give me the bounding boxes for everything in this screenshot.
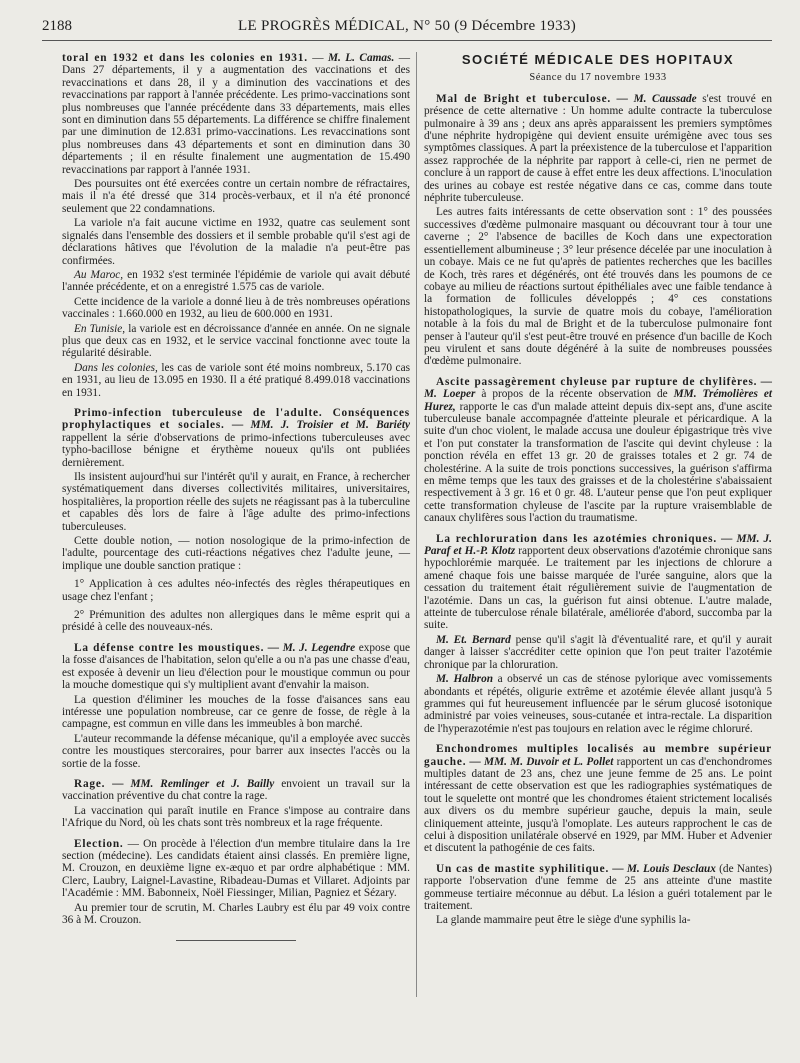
article-author: — MM. J. Paraf et H.-P. Klotz (424, 532, 772, 558)
paragraph: La variole n'a fait aucune victime en 1932, quatre cas seulement sont signalés dans l'ensemble des dossiers et il semble probable qu'il s'est agi de déclarations hâtives que l'évolution de la maladie n'a peut-être pas confirmées. (62, 217, 410, 267)
paragraph: Cette incidence de la variole a donné lieu à de très nombreuses opérations vaccinales : 1.660.000 en 1932, au lieu de 600.000 en 1931. (62, 295, 410, 321)
article-heading: Un cas de mastite syphilitique. (436, 862, 610, 875)
paragraph: Dans les colonies, les cas de variole sont été moins nombreux, 5.170 cas en 1931, au lieu de 13.095 en 1930. Il a été pratiqué 8.499.018 vaccinations en 1931. (62, 361, 410, 399)
paragraph: M. Et. Bernard pense qu'il s'agit là d'éventualité rare, et qu'il y aurait danger à laisser s'accréditer cette opinion que l'on peut traiter l'azotémie chronique par la chloruration. (424, 633, 773, 671)
paragraph: Des poursuites ont été exercées contre un certain nombre de réfractaires, mais il n'a été dressé que 314 procès-verbaux, et il n'a été prononcé seulement que 22 condamnations. (62, 178, 410, 215)
paragraph: — Dans 27 départements, il y a augmentation des vaccinations et des revaccinations et dans 28, il y a diminution des vaccinations et des revaccinations par rapport à l'année précédente. Les primo-vaccinations sont plus nombreuses que l'année précédente dans 33 départements, mais elles sont en diminution dans 55 départements. La différence se chiffre finalement par une diminution de 12.831 primo-vaccinations. Les revaccinations sont plus nombreuses dans 43 départements et sont en diminution dans 30 départements ; il en résulte finalement une augmentation de 15.490 revaccinations par rapport à l'année 1931. (62, 52, 410, 176)
article-heading: Rage. (74, 777, 106, 790)
article-heading: Ascite passagèrement chyleuse par rupture de chylifères. (436, 375, 758, 388)
page-header (42, 14, 772, 40)
article-heading: La rechloruration dans les azotémies chroniques. (436, 532, 717, 545)
article-author: M. L. Camas. (327, 52, 395, 64)
article-vaccination: toral en 1932 et dans les colonies en 1931. — M. L. Camas. — Dans 27 départements, il y a augmentation des vaccinations et des revaccinations et dans 28, il y a diminution des vaccinations et des revaccinations par rapport à l'année précédente. Les primo-vaccinations sont plus nombreuses que l'année précédente dans 33 départements, mais elles sont en diminution dans 55 départements. La différence se chiffre finalement par une diminution de 12.831 primo-vaccinations. Les revaccinations sont plus nombreuses dans 43 départements et sont en diminution dans 30 départements ; il en résulte finalement une augmentation de 15.490 revaccinations par rapport à l'année 1931. Des poursuites ont été exercées contre un certain nombre de réfractaires, mais il n'a été dressé que 314 procès-verbaux, et il n'a été prononcé seulement que 22 condamnations. La variole n'a fait aucune victime en 1932, quatre cas seulement sont signalés dans l'ensemble des dossiers et il semble probable qu'il s'est agi de déclarations hâtives que l'évolution de la maladie n'a peut-être pas confirmées. Au Maroc, en 1932 s'est terminée l'épidémie de variole qui avait débuté l'année précédente, et on a enregistré 1.575 cas de variole. Cette incidence de la variole a donné lieu à de très nombreuses opérations vaccinales : 1.660.000 en 1932, au lieu de 600.000 en 1931. En Tunisie, la variole est en décroissance d'année en année. On ne signale plus que deux cas en 1932, et le service vaccinal fonctionne avec toute la régularité désirable. Dans les colonies, les cas de variole sont été moins nombreux, 5.170 cas en 1931, au lieu de 13.095 en 1930. Il a été pratiqué 8.499.018 vaccinations en 1931. (62, 52, 410, 399)
paragraph: La vaccination qui paraît inutile en France s'impose au contraire dans l'Afrique du Nord, où les chats sont très nombreux et la rage fréquente. (62, 804, 410, 830)
article-enchondromes: Enchondromes multiples localisés au membre supérieur gauche. — MM. M. Duvoir et L. Pollet rapportent un cas d'enchondromes multiples datant de 23 ans, chez une jeune femme de 25 ans. Le point intéressant de cette observation est que les radiographies systématiques de tout le squelette ont montré que les chondromes étaient strictement localisés aux divers os du membre supérieur gauche, depuis la main, seule cliniquement atteinte, jusqu'à l'omoplate. Les auteurs rapprochent le cas de celui à disposition unilatérale observé en 1929, par MM. Huber et Advenier et discutent la pathogénie de ces faits. (424, 743, 772, 855)
article-author: M. Halbron (436, 673, 493, 686)
paragraph: La glande mammaire peut être le siège d'une syphilis la- (436, 914, 691, 927)
journal-title: LE PROGRÈS MÉDICAL, N° 50 (9 Décembre 1933) (237, 18, 577, 34)
paragraph: En Tunisie, la variole est en décroissance d'année en année. On ne signale plus que deux cas en 1932, et le service vaccinal fonctionne avec toute la régularité désirable. (62, 322, 410, 360)
article-author: — M. J. Legendre (264, 641, 356, 654)
article-heading: Election. (74, 837, 124, 850)
paragraph: Les autres faits intéressants de cette observation sont : 1° des poussées successives d'œdème pulmonaire masquant ou découvrant tour à tour une caverne ; 2° l'absence de bacilles de Koch dans une expectoration essentiellement albumineuse ; 3° leur présence décelée par une inoculation à un cobaye. Mais ce ne fut qu'après de patientes recherches que les bacilles de Koch, très rares et dégénérés, ont été trouvés dans les poumons de ce cobaye au milieu de réactions surtout épithéliales avec une faible tendance à la formation de follicules développés ; 4° ces constations histopathologiques, la survie de quatre mois du cobaye, l'amélioration notable à la fois du mal de Bright et de la tuberculose pulmonaire font penser à l'auteur qu'il s'est peut-être trouvé en présence d'un bacille de Koch peu virulent et sans doute dégénéré à la suite de nombreuses poussées d'œdème pulmonaire. (424, 206, 772, 368)
paragraph: L'auteur recommande la défense mécanique, qu'il a employée avec succès contre les moustiques stercoraires, pour barrer aux insectes l'accès ou la sortie de la fosse. (62, 732, 410, 770)
article-heading: Mal de Bright et tuberculose. (436, 92, 612, 105)
paragraph: Au premier tour de scrutin, M. Charles Laubry est élu par 49 voix contre 36 à M. Crouzon. (62, 901, 410, 926)
article-mastite: Un cas de mastite syphilitique. — M. Louis Desclaux (de Nantes) rapporte l'observation d'une femme de 25 ans atteinte d'une mastite gommeuse tertiaire méconnue au début. La lésion a guéri totalement par le traitement. La glande mammaire peut être le siège d'une syphilis la- (424, 862, 772, 927)
paragraph: Ils insistent aujourd'hui sur l'intérêt qu'il y aurait, en France, à rechercher systématiquement dans diverses collectivités militaires, universitaires, hospitalières, la proportion réelle des sujets ne réagissant pas à la tuberculine et capables dès lors de faire à l'âge adulte des primo-infections tuberculeuses. (62, 471, 410, 533)
article-heading: La défense contre les moustiques. (74, 641, 265, 654)
article-author: MM. Trémolières et Hurez, (424, 388, 772, 413)
article-heading: Enchondromes multiples localisés au membre supérieur gauche. (424, 743, 772, 768)
article-heading: Primo-infection tuberculeuse de l'adulte. Conséquences prophylactiques et sociales. (62, 406, 410, 432)
article-author: — M. Louis Desclaux (609, 862, 716, 875)
article-author: — MM. M. Duvoir et L. Pollet (466, 755, 614, 768)
right-column (424, 52, 772, 929)
society-title: SOCIÉTÉ MÉDICALE DES HOPITAUX (461, 52, 735, 67)
session-date: Séance du 17 novembre 1933 (529, 72, 667, 84)
article-author: — MM. J. Troisier et M. Bariéty (224, 419, 410, 432)
article-heading: toral en 1932 et dans les colonies en 1931. (62, 52, 308, 64)
column-divider (416, 52, 417, 997)
page-number: 2188 (42, 18, 72, 34)
article-moustiques: La défense contre les moustiques. — M. J. Legendre expose que la fosse d'aisances de l'habitation, selon qu'elle a ou n'a pas une chasse d'eau, est exposée à devenir un lieu d'élection pour le moustique commun ou pour la mouche domestique qui s'y multiplient avant d'envahir la maison. La question d'éliminer les mouches de la fosse d'aisances sans eau intéresse une population nombreuse, car ce genre de fosse, de règle à la campagne, est commun en ville dans les immeubles à bon marché. L'auteur recommande la défense mécanique, qu'il a employée avec succès contre les moustiques stercoraires, pour barrer aux insectes l'accès ou la sortie de la fosse. (62, 641, 410, 770)
paragraph: Au Maroc, en 1932 s'est terminée l'épidémie de variole qui avait débuté l'année précédente, et on a enregistré 1.575 cas de variole. (62, 268, 410, 294)
paragraph: La question d'éliminer les mouches de la fosse d'aisances sans eau intéresse une population nombreuse, car ce genre de fosse, de règle à la campagne, est commun en ville dans les immeubles à bon marché. (62, 693, 410, 731)
paragraph: Cette double notion, — notion nosologique de la primo-infection de l'adulte, pourcentage des cuti-réactions négatives chez l'adulte jeune, — implique une double sanction pratique : (62, 535, 410, 572)
article-author: — MM. Remlinger et J. Bailly (105, 777, 275, 790)
header-rule (42, 40, 772, 41)
left-column (62, 52, 410, 941)
article-bright: Mal de Bright et tuberculose. — M. Caussade s'est trouvé en présence de cette alternative : Un homme adulte contracte la tuberculose pulmonaire à 39 ans ; deux ans après apparaissent les premiers symptômes d'une néphrite hydropigène qui devient ensuite urémigène avec tous ses symptômes classiques. A part la préexistence de la tuberculose et l'apparition assez rapprochée de la néphrite par rapport à celle-ci, rien ne permet de conclure à un rapport de cause à effet entre les deux affections. L'inoculation des urines au cobaye est restée négative dans ce cas, comme dans toute néphrite tuberculeuse. Les autres faits intéressants de cette observation sont : 1° des poussées successives d'œdème pulmonaire masquant ou découvrant tour à tour une caverne ; 2° l'absence de bacilles de Koch dans une expectoration essentiellement albumineuse ; 3° leur présence décelée par une inoculation à un cobaye. Mais ce ne fut qu'après de patientes recherches que les bacilles de Koch, très rares et dégénérés, ont été trouvés dans les poumons de ce cobaye au milieu de réactions surtout épithéliales avec une faible tendance à la formation de follicules développés ; 4° ces constations histopathologiques, la survie de quatre mois du cobaye, l'amélioration notable à la fois du mal de Bright et de la tuberculose pulmonaire font penser à l'auteur qu'il s'est peut-être trouvé en présence d'un bacille de Koch peu virulent et sans doute dégénéré à la suite de nombreuses poussées d'œdème pulmonaire. (424, 92, 772, 368)
article-author: — M. Caussade (611, 92, 697, 105)
article-author: M. Et. Bernard (436, 633, 511, 646)
article-author: — M. Loeper (424, 375, 772, 401)
article-primo-infection: Primo-infection tuberculeuse de l'adulte. Conséquences prophylactiques et sociales. — MM. J. Troisier et M. Bariéty rappellent la série d'observations de primo-infections tuberculeuses avec typho-bacillose bénigne et érythème noueux qu'ils ont publiées dernièrement. Ils insistent aujourd'hui sur l'intérêt qu'il y aurait, en France, à rechercher systématiquement dans diverses collectivités militaires, universitaires, hospitalières, la proportion réelle des sujets ne réagissant pas à la tuberculine et capables dès lors de faire à l'âge adulte des primo-infections tuberculeuses. Cette double notion, — notion nosologique de la primo-infection de l'adulte, pourcentage des cuti-réactions négatives chez l'adulte jeune, — implique une double sanction pratique : 1° Application à ces adultes néo-infectés des règles thérapeutiques en usage chez l'enfant ; 2° Prémunition des adultes non allergiques dans le même esprit qui a présidé à celle des nouveaux-nés. (62, 406, 410, 634)
paragraph: M. Halbron a observé un cas de sténose pylorique avec vomissements abondants et répétés, oligurie extrême et azotémie élevée allant jusqu'à 5 grammes qui fut heureusement influencée par le sérum glucosé isotonique administré par voies veineuses, sous-cutanée et intra-rectale. La disparition de l'hyperazotémie n'est pas toujours en relation avec le régime chloruré. (424, 673, 772, 735)
list-item: 1° Application à ces adultes néo-infectés des règles thérapeutiques en usage chez l'enfant ; (62, 578, 410, 603)
list-item: 2° Prémunition des adultes non allergiques dans le même esprit qui a présidé à celle des nouveaux-nés. (62, 609, 410, 634)
article-rage: Rage. — MM. Remlinger et J. Bailly envoient un travail sur la vaccination préventive du chat contre la rage. La vaccination qui paraît inutile en France s'impose au contraire dans l'Afrique du Nord, où les chats sont très nombreux et la rage fréquente. (62, 777, 410, 830)
article-rechloruration: La rechloruration dans les azotémies chroniques. — MM. J. Paraf et H.-P. Klotz rapportent deux observations d'azotémie chronique sans hypochlorémie marquée. Le traitement par les injections de chlorure a amené chaque fois une baisse marquée de l'urée sanguine, alors que la cessation du traitement était régulièrement suivie de l'augmentation de l'azotémie. Dans un cas, la guérison fut ainsi obtenue. L'autre malade, atteinte de tuberculose rénale bilatérale, améliorée d'abord, succomba par la suite. M. Et. Bernard pense qu'il s'agit là d'éventualité rare, et qu'il y aurait danger à laisser s'accréditer cette opinion que l'on peut traiter l'azotémie chronique par la chloruration. M. Halbron a observé un cas de sténose pylorique avec vomissements abondants et répétés, oligurie extrême et azotémie élevée allant jusqu'à 5 grammes qui fut heureusement influencée par le sérum glucosé isotonique administré par voies veineuses, sous-cutanée et intra-rectale. La disparition de l'hyperazotémie n'est pas toujours en relation avec le régime chloruré. (424, 532, 773, 735)
article-election: Election. — On procède à l'élection d'un membre titulaire dans la 1re section (médecine). Les candidats étaient ainsi classés. En première ligne, M. Crouzon, en deuxième ligne ex-æquo et par ordre alphabétique : MM. Clerc, Laubry, Laignel-Lavastine, Ribadeau-Dumas et Villaret. Adjoints par l'Académie : MM. Babonneix, Noël Fiessinger, Milian, Pagniez et Sézary. Au premier tour de scrutin, M. Charles Laubry est élu par 49 voix contre 36 à M. Crouzon. (62, 837, 410, 926)
end-rule (176, 940, 296, 941)
article-ascite: Ascite passagèrement chyleuse par rupture de chylifères. — M. Loeper à propos de la récente observation de MM. Trémolières et Hurez, rapporte le cas d'un malade atteint depuis dix-sept ans, d'une ascite tuberculeuse banale accompagnée d'atteinte pleurale et péricardique. A la suite d'un choc violent, le malade accusa une douleur épigastrique très vive et l'on put constater la transformation de l'ascite qui devint chyleuse : la ponction révéla en effet 13 gr. 20 de graisses totales et 2 gr. 74 de cholestérine. A la suite de trois ponctions successives, la guérison s'affirma en même temps que les taux des graisses et de la cholestérine s'abaissaient respectivement à 3 gr. 16 et 0 gr. 48. L'auteur pense que l'on peut expliquer cette transformation chyleuse de l'ascite par la rupture vraisemblable de canaux chylifères sous l'action du traumatisme. (424, 375, 772, 525)
